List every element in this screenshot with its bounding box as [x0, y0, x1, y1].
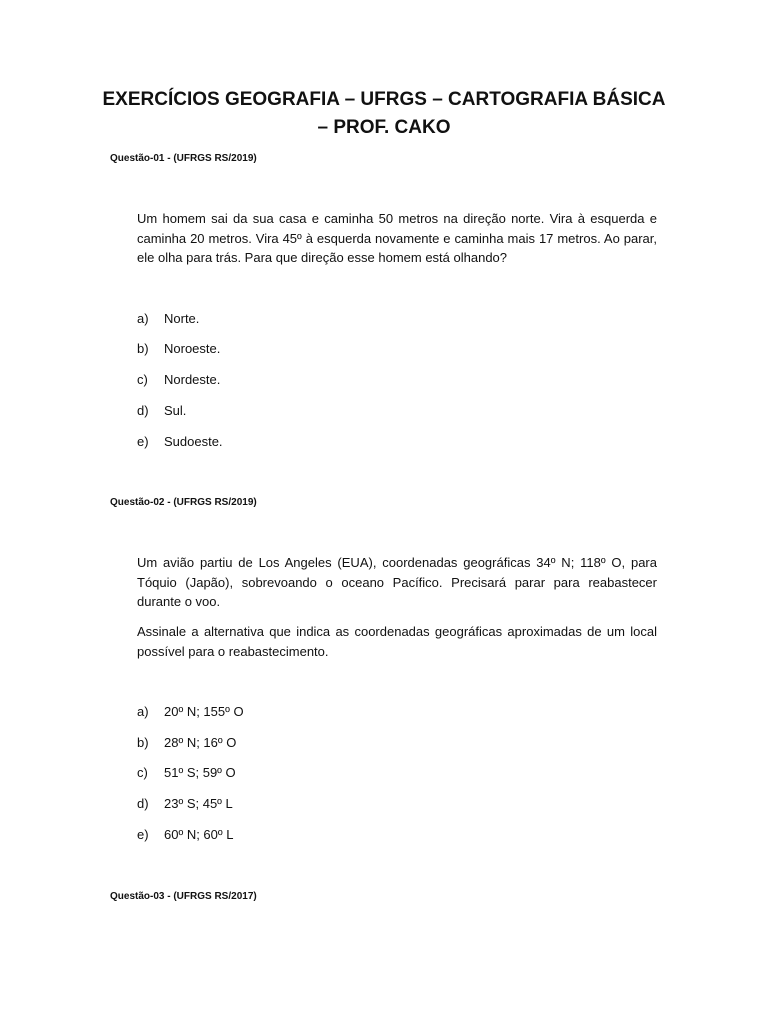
- option-letter: b): [137, 341, 149, 356]
- option-letter: c): [137, 765, 148, 780]
- option-text: Sudoeste.: [164, 434, 223, 449]
- option-text: 23º S; 45º L: [164, 796, 233, 811]
- option-text: 60º N; 60º L: [164, 827, 234, 842]
- question-1-option-c: [137, 371, 220, 389]
- option-letter: a): [137, 704, 149, 719]
- option-letter: d): [137, 403, 149, 418]
- option-letter: e): [137, 827, 149, 842]
- option-text: Norte.: [164, 311, 200, 326]
- option-text: 51º S; 59º O: [164, 765, 236, 780]
- option-text: 28º N; 16º O: [164, 735, 237, 750]
- question-1-option-a: [137, 310, 199, 328]
- question-2-option-a: [137, 703, 244, 721]
- option-letter: e): [137, 434, 149, 449]
- document-title: EXERCÍCIOS GEOGRAFIA – UFRGS – CARTOGRAFIA BÁSICA – PROF. CAKO: [102, 89, 666, 138]
- option-text: 20º N; 155º O: [164, 704, 244, 719]
- option-text: Sul.: [164, 403, 187, 418]
- option-letter: c): [137, 372, 148, 387]
- question-1-header: Questão-01 - (UFRGS RS/2019): [110, 153, 257, 164]
- question-1-option-e: [137, 433, 223, 451]
- question-2-option-d: [137, 795, 233, 813]
- question-1-option-b: [137, 340, 220, 358]
- question-2-option-b: [137, 734, 236, 752]
- option-letter: a): [137, 311, 149, 326]
- option-letter: b): [137, 735, 149, 750]
- question-3-header: Questão-03 - (UFRGS RS/2017): [110, 891, 257, 902]
- question-2-instruction: Assinale a alternativa que indica as coordenadas geográficas aproximadas de um local possível para o reabastecimento.: [137, 624, 657, 659]
- option-text: Noroeste.: [164, 341, 221, 356]
- question-1-statement: Um homem sai da sua casa e caminha 50 metros na direção norte. Vira à esquerda e caminha 20 metros. Vira 45º à esquerda novamente e caminha mais 17 metros. Ao parar, ele olha para trás. Para que direção esse homem está olhando?: [137, 211, 657, 265]
- question-2-statement: Um avião partiu de Los Angeles (EUA), coordenadas geográficas 34º N; 118º O, para Tóquio (Japão), sobrevoando o oceano Pacífico. Precisará parar para reabastecer durante o voo.: [137, 555, 657, 609]
- question-1-option-d: [137, 402, 186, 420]
- option-letter: d): [137, 796, 149, 811]
- question-2-option-c: [137, 764, 236, 782]
- question-2-header: Questão-02 - (UFRGS RS/2019): [110, 497, 257, 508]
- question-2-option-e: [137, 826, 233, 844]
- option-text: Nordeste.: [164, 372, 221, 387]
